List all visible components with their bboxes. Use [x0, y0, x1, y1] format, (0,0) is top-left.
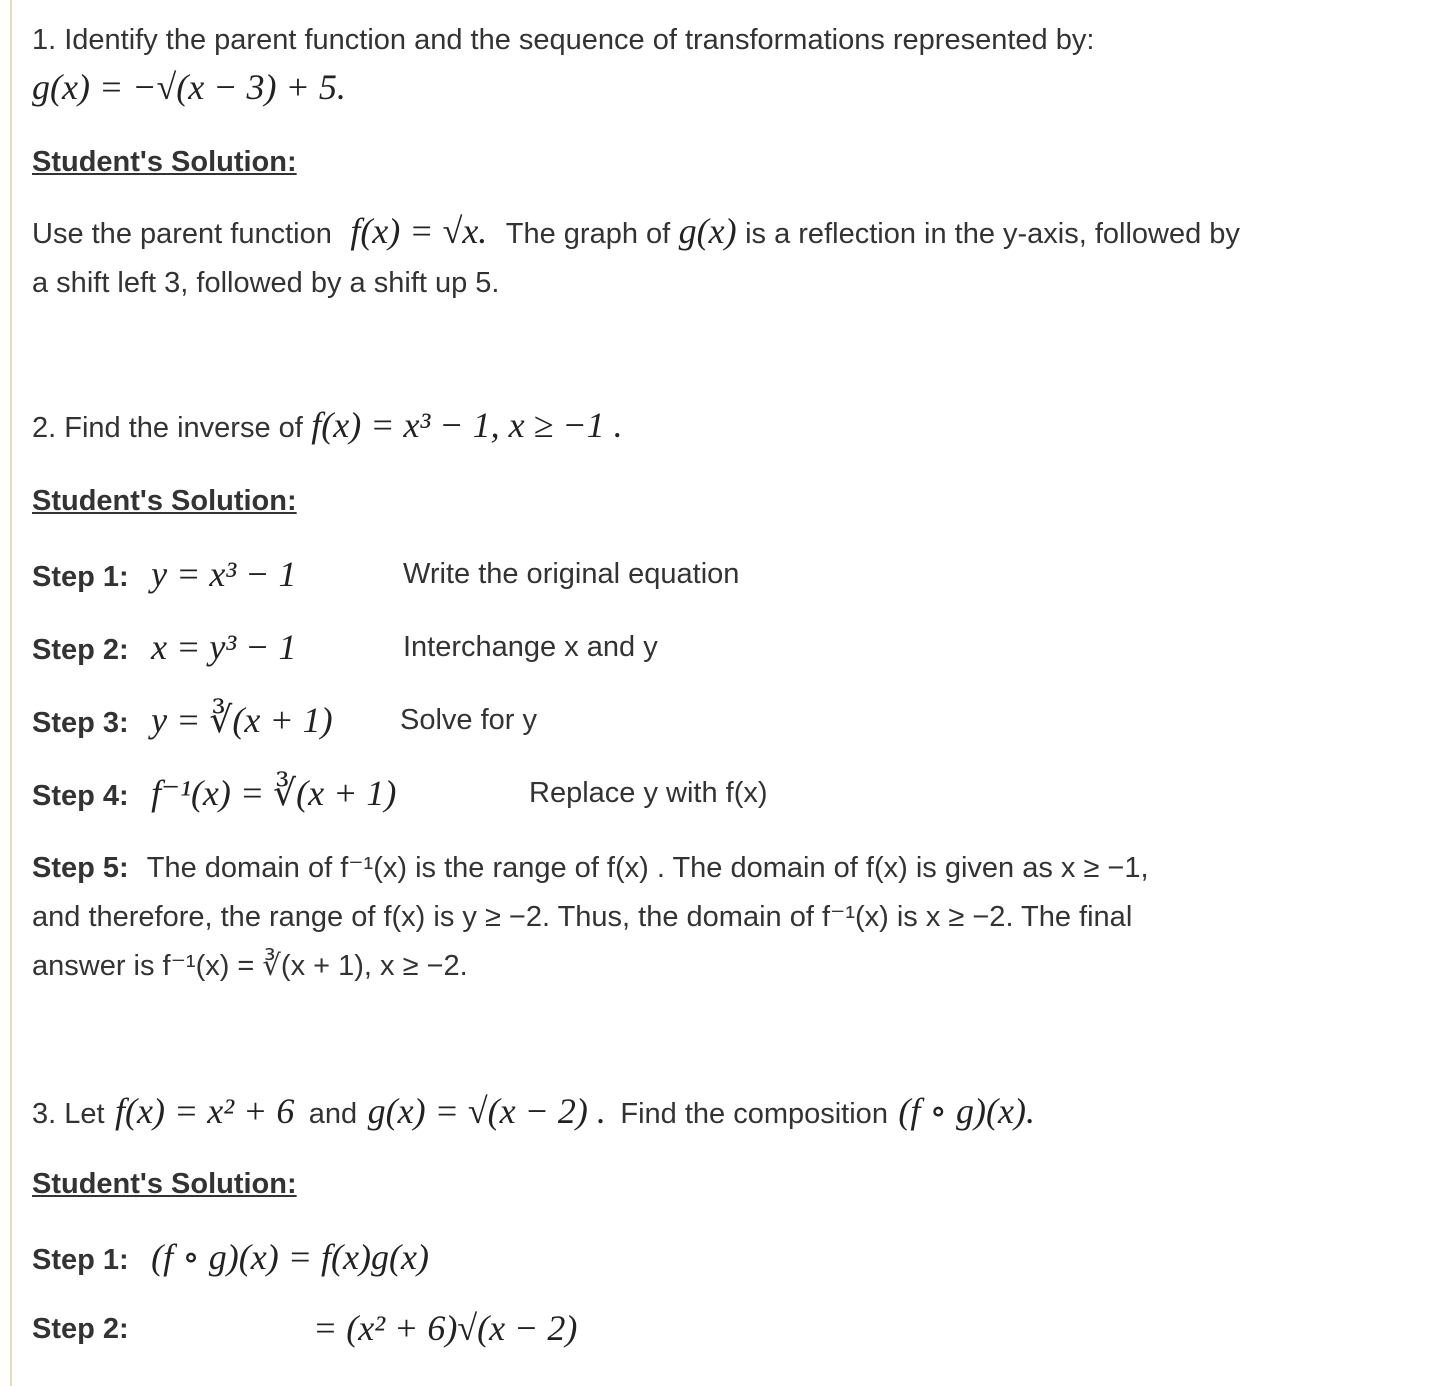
question-math: f(x) = x² + 6 — [115, 1091, 295, 1131]
question-text: 2. Find the inverse of — [32, 412, 303, 444]
question-text: 3. Let — [32, 1098, 105, 1130]
problem-3-solution-heading: Student's Solution: — [32, 1168, 297, 1200]
problem-3-step-1 — [32, 1236, 429, 1278]
step-note: Solve for y — [400, 704, 537, 736]
step-label: Step 1: — [32, 1244, 129, 1276]
step-5-line-2: and therefore, the range of f(x) is y ≥ −2. Thus, the domain of f⁻¹(x) is x ≥ −2. The final — [32, 901, 1133, 933]
step-note: Replace y with f(x) — [529, 777, 768, 809]
question-math: g(x) = √(x − 2) . — [367, 1091, 606, 1131]
problem-2-step-3 — [32, 699, 333, 741]
step-5-line-3: answer is f⁻¹(x) = ∛(x + 1), x ≥ −2. — [32, 950, 468, 982]
problem-1-solution-line-1 — [32, 210, 1240, 252]
problem-3-step-2-math: = (x² + 6)√(x − 2) — [313, 1308, 578, 1348]
step-label: Step 2: — [32, 1313, 129, 1345]
problem-1-equation: g(x) = −√(x − 3) + 5. — [32, 67, 346, 107]
g-of-x-math: g(x) — [678, 211, 737, 251]
step-note: Interchange x and y — [403, 631, 658, 663]
problem-2-step-1 — [32, 553, 296, 595]
question-math: (f ∘ g)(x). — [898, 1091, 1035, 1131]
problem-2-step-4 — [32, 772, 396, 814]
problem-2-question — [32, 404, 623, 446]
step-label: Step 4: — [32, 780, 129, 812]
solution-text: is a reflection in the y-axis, followed by — [745, 218, 1240, 250]
question-text: Find the composition — [620, 1098, 888, 1130]
problem-3-step-2-label — [32, 1313, 129, 1346]
parent-function-math: f(x) = √x. — [350, 211, 488, 251]
left-accent-bar — [10, 0, 12, 1386]
problem-2-step-2 — [32, 626, 296, 668]
solution-text: Use the parent function — [32, 218, 332, 250]
problem-1-solution-line-2: a shift left 3, followed by a shift up 5. — [32, 267, 500, 299]
question-text: and — [308, 1098, 358, 1130]
step-label: Step 2: — [32, 634, 129, 666]
step-math: y = x³ − 1 — [151, 554, 297, 594]
question-math: f(x) = x³ − 1, x ≥ −1 . — [311, 405, 623, 445]
problem-3-question — [32, 1090, 1035, 1132]
step-math: (f ∘ g)(x) = f(x)g(x) — [151, 1237, 429, 1277]
problem-2-step-5 — [32, 850, 1149, 885]
problem-2-solution-heading: Student's Solution: — [32, 485, 297, 517]
step-math: f⁻¹(x) = ∛(x + 1) — [151, 773, 397, 813]
step-math: x = y³ − 1 — [151, 627, 297, 667]
problem-1-solution-heading: Student's Solution: — [32, 146, 297, 178]
step-label: Step 1: — [32, 561, 129, 593]
step-math: y = ∛(x + 1) — [151, 700, 333, 740]
problem-1-question: 1. Identify the parent function and the sequence of transformations represented by: — [32, 24, 1095, 56]
step-note: Write the original equation — [403, 558, 740, 590]
step-label: Step 3: — [32, 707, 129, 739]
solution-text: The graph of — [505, 218, 671, 250]
step-label: Step 5: — [32, 852, 129, 884]
step-5-line-1: The domain of f⁻¹(x) is the range of f(x) . The domain of f(x) is given as x ≥ −1, — [146, 852, 1149, 884]
